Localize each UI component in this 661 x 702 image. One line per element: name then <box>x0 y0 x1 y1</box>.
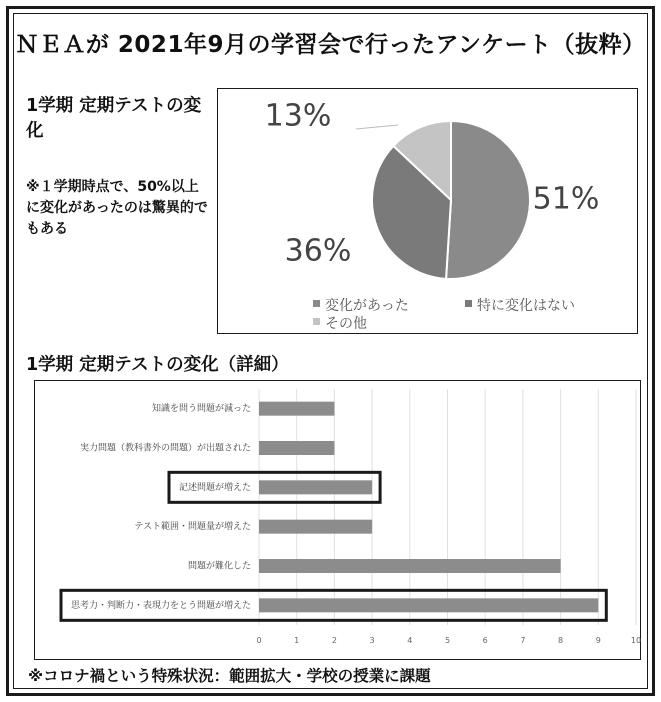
x-tick-label-3: 3 <box>369 636 375 645</box>
x-tick-label-2: 2 <box>331 636 337 645</box>
legend-swatch-1 <box>465 300 472 307</box>
footer-note: ※コロナ禍という特殊状況：範囲拡大・学校の授業に課題 <box>28 667 431 685</box>
category-label-1: 実力問題（教科書外の問題）が出題された <box>79 443 251 454</box>
bar-1 <box>259 441 334 455</box>
category-label-0: 知識を問う問題が減った <box>151 404 251 415</box>
pie-leader-line <box>356 125 398 129</box>
category-label-2: 記述問題が増えた <box>178 482 251 493</box>
bar-5 <box>259 598 598 612</box>
x-tick-label-9: 9 <box>595 636 601 645</box>
x-tick-label-5: 5 <box>444 636 451 645</box>
pie-data-label-2: 13% <box>264 98 332 134</box>
bar-0 <box>259 402 334 416</box>
legend-label-2: その他 <box>325 316 367 332</box>
section1-title: 1学期 定期テストの変化 <box>26 96 202 141</box>
x-tick-label-7: 7 <box>520 636 526 645</box>
category-label-4: 問題が難化した <box>187 561 251 572</box>
outer-frame <box>6 6 655 696</box>
x-tick-label-8: 8 <box>558 636 564 645</box>
x-tick-label-1: 1 <box>294 636 300 645</box>
pie-data-label-1: 36% <box>284 233 352 269</box>
inner-frame <box>13 13 648 689</box>
legend-swatch-2 <box>313 318 320 325</box>
bar-4 <box>259 559 561 573</box>
legend-label-0: 変化があった <box>325 298 409 314</box>
pie-chart <box>218 89 637 333</box>
pie-slice-0 <box>446 121 530 279</box>
x-tick-label-10: 10 <box>630 636 642 645</box>
legend-label-1: 特に変化はない <box>477 298 575 314</box>
pie-data-label-0: 51% <box>532 181 600 217</box>
section1-note: ※１学期時点で、50%以上に変化があったのは驚異的でもある <box>26 179 208 237</box>
category-label-5: 思考力・判断力・表現力をとう問題が増えた <box>70 600 251 611</box>
pie-chart-panel <box>217 88 638 334</box>
section2-title: 1学期 定期テストの変化（詳細） <box>26 355 289 375</box>
page-title: ＮＥＡが 2021年9月の学習会で行ったアンケート（抜粋） <box>15 32 646 58</box>
category-label-3: テスト範囲・問題量が増えた <box>134 522 251 533</box>
bar-chart-panel <box>34 380 641 660</box>
x-tick-label-0: 0 <box>256 636 262 645</box>
bar-chart <box>35 381 640 659</box>
bar-2 <box>259 480 372 494</box>
x-tick-label-6: 6 <box>482 636 488 645</box>
legend-swatch-0 <box>313 300 320 307</box>
x-tick-label-4: 4 <box>407 636 413 645</box>
bar-3 <box>259 520 372 534</box>
